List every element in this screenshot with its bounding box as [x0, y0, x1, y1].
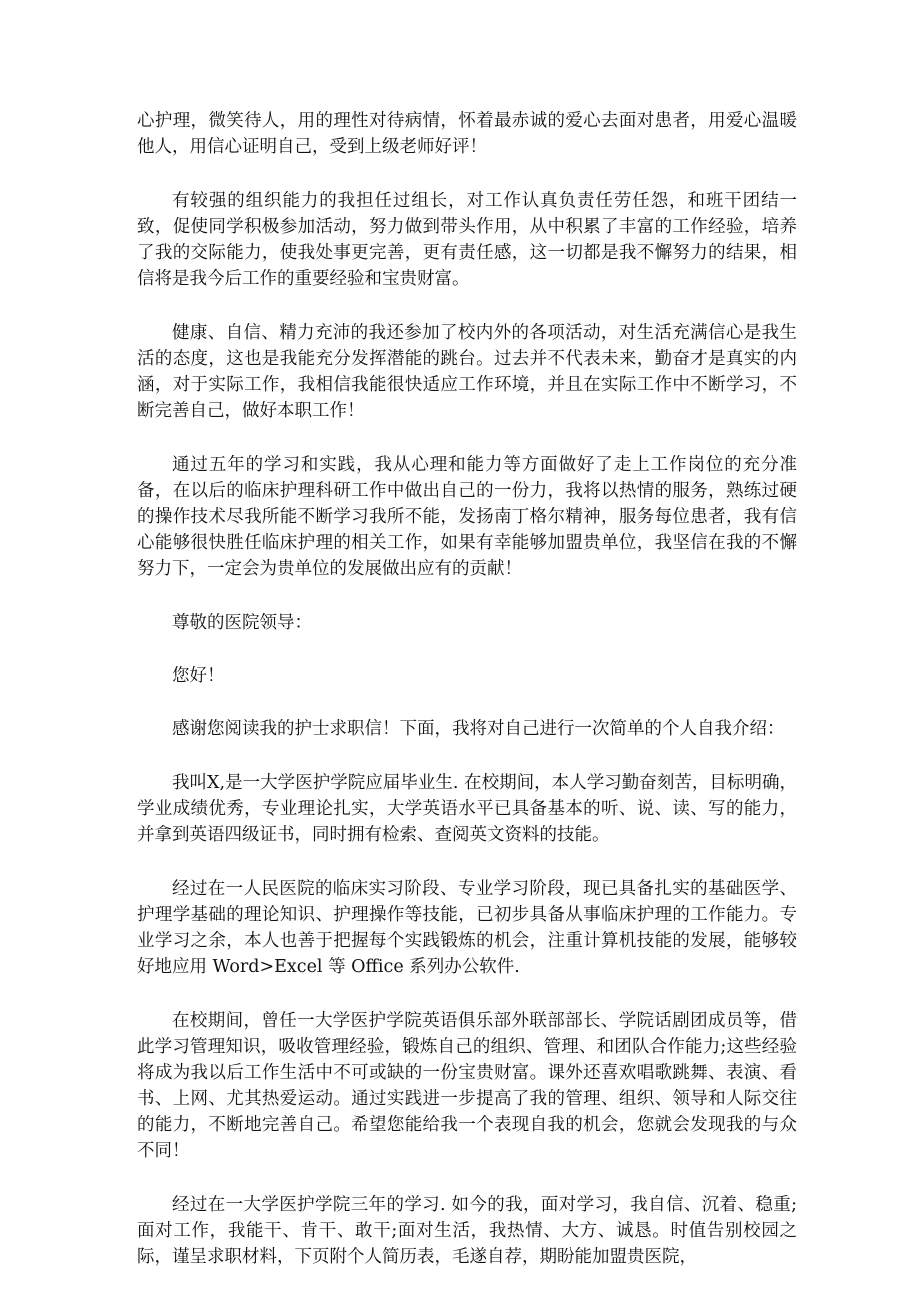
paragraph-continuation: 心护理，微笑待人，用的理性对待病情，怀着最赤诚的爱心去面对患者，用爱心温暖他人，用信心证明自己，受到上级老师好评！: [137, 111, 797, 157]
salutation: 尊敬的医院领导：: [172, 613, 312, 633]
paragraph-intro: 感谢您阅读我的护士求职信！下面，我将对自己进行一次简单的个人自我介绍：: [172, 719, 785, 739]
greeting: 您好！: [172, 666, 225, 686]
paragraph-activities: 健康、自信、精力充沛的我还参加了校内外的各项活动，对生活充满信心是我生活的态度，这也是我能充分发挥潜能的跳台。过去并不代表未来，勤奋才是真实的内涵，对于实际工作，我相信我能很快适应工作环境，并且在实际工作中不断学习，不断完善自己，做好本职工作！: [137, 323, 797, 421]
paragraph-preparation: 通过五年的学习和实践，我从心理和能力等方面做好了走上工作岗位的充分准备，在以后的临床护理科研工作中做出自己的一份力，我将以热情的服务，熟练过硬的操作技术尽我所能不断学习我所不能，发扬南丁格尔精神，服务每位患者，我有信心能够很快胜任临床护理的相关工作，如果有幸能够加盟贵单位，我坚信在我的不懈努力下，一定会为贵单位的发展做出应有的贡献！: [137, 455, 797, 579]
paragraph-self-introduction: 我叫X,是一大学医护学院应届毕业生. 在校期间，本人学习勤奋刻苦，目标明确，学业成绩优秀，专业理论扎实，大学英语水平已具备基本的听、说、读、写的能力，并拿到英语四级证书，同时拥有检索、查阅英文资料的技能。: [137, 773, 797, 845]
paragraph-internship: 经过在一人民医院的临床实习阶段、专业学习阶段，现已具备扎实的基础医学、护理学基础的理论知识、护理操作等技能，已初步具备从事临床护理的工作能力。专业学习之余，本人也善于把握每个实践锻炼的机会，注重计算机技能的发展，能够较好地应用 Word>Excel 等 Office 系列办公软件.: [137, 879, 797, 977]
paragraph-organization-ability: 有较强的组织能力的我担任过组长，对工作认真负责任劳任怨，和班干团结一致，促使同学积极参加活动，努力做到带头作用，从中积累了丰富的工作经验，培养了我的交际能力，使我处事更完善，更有责任感，这一切都是我不懈努力的结果，相信将是我今后工作的重要经验和宝贵财富。: [137, 191, 797, 289]
paragraph-campus-roles: 在校期间，曾任一大学医护学院英语俱乐部外联部部长、学院话剧团成员等，借此学习管理知识，吸收管理经验，锻炼自己的组织、管理、和团队合作能力;这些经验将成为我以后工作生活中不可或缺的一份宝贵财富。课外还喜欢唱歌跳舞、表演、看书、上网、尤其热爱运动。通过实践进一步提高了我的管理、组织、领导和人际交往的能力，不断地完善自己。希望您能给我一个表现自我的机会，您就会发现我的与众不同！: [137, 1011, 797, 1161]
paragraph-closing: 经过在一大学医护学院三年的学习. 如今的我，面对学习，我自信、沉着、稳重;面对工作，我能干、肯干、敢干;面对生活，我热情、大方、诚恳。时值告别校园之际，谨呈求职材料，下页附个人简历表，毛遂自荐，期盼能加盟贵医院，: [137, 1195, 797, 1267]
letter-body: [137, 108, 797, 1298]
